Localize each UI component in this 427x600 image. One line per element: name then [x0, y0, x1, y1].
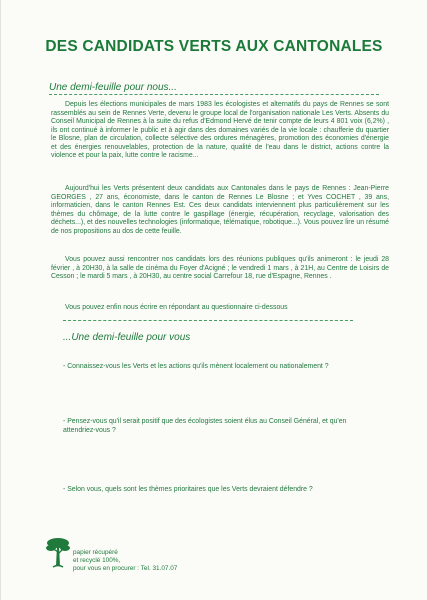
cut-line — [63, 320, 353, 321]
footer-line-2: et recyclé 100%, — [73, 557, 121, 564]
tree-icon — [45, 536, 71, 570]
page-title: DES CANDIDATS VERTS AUX CANTONALES — [45, 38, 383, 55]
recycled-paper-note — [73, 549, 177, 573]
subtitle-underline — [49, 94, 379, 95]
question-3: - Selon vous, quels sont les thèmes prioritaires que les Verts devraient défendre ? — [63, 486, 313, 493]
questionnaire-subtitle: ...Une demi-feuille pour vous — [63, 332, 191, 343]
paragraph-history: Depuis les élections municipales de mars 1983 les écologistes et alternatifs du pays de Rennes se sont rassemblés au sein de Rennes Verte, devenu le groupe local de l'organisation nationale Les Verts. Absents du Conseil Municipal de Rennes à la suite du refus d'Edmond Hervé de tenir compte de leurs 4 801 voix (6,2%) , ils ont continué à informer le public et à agir dans des domaines variés de la vie locale : chaufferie du quartier le Blosne, plan de circulation, collecte sélective des ordures ménagères, promotion des économies d'énergie et des énergies renouvelables, protection de la nature, qualité de l'eau dans le district, actions contre la violence et pour la paix, lutte contre le racisme... — [51, 101, 389, 159]
paragraph-candidates: Aujourd'hui les Verts présentent deux candidats aux Cantonales dans le pays de Rennes : Jean-Pierre GEORGES , 27 ans, économiste, dans le canton de Rennes Le Blosne ; et Yves COCHET , 39 ans, informaticien, dans le canton Rennes Est. Ces deux candidats interviennent plus particulièrement sur les thèmes du chômage, de la lutte contre le gaspillage (énergie, récupération, recyclage, valorisation des déchets...), et des nouvelles technologies (informatique, télématique, robotique...). Vous pouvez lire un résumé de nos propositions au dos de cette feuille. — [51, 185, 389, 235]
question-1: - Connaissez-vous les Verts et les actions qu'ils mènent localement ou nationalement ? — [63, 363, 329, 370]
section-subtitle: Une demi-feuille pour nous... — [49, 82, 177, 93]
footer-line-1: papier récupéré — [73, 549, 118, 556]
question-2: - Pensez-vous qu'il serait positif que des écologistes soient élus au Conseil Général, et qu'en attendriez-vous ? — [63, 418, 347, 434]
footer-line-3: pour vous en procurer : Tel. 31.07.07 — [73, 565, 178, 572]
paragraph-meetings: Vous pouvez aussi rencontrer nos candidats lors des réunions publiques qu'ils animeront : le jeudi 28 février , à 20H30, à la salle de cinéma du Foyer d'Acigné ; le vendredi 1 mars , à 21H, au Centre de Loisirs de Cesson ; le mardi 5 mars , à 20H30, au centre social Carrefour 18, rue d'Espagne, Rennes . — [51, 256, 389, 280]
paragraph-write-us: Vous pouvez enfin nous écrire en répondant au questionnaire ci-dessous — [65, 304, 288, 311]
